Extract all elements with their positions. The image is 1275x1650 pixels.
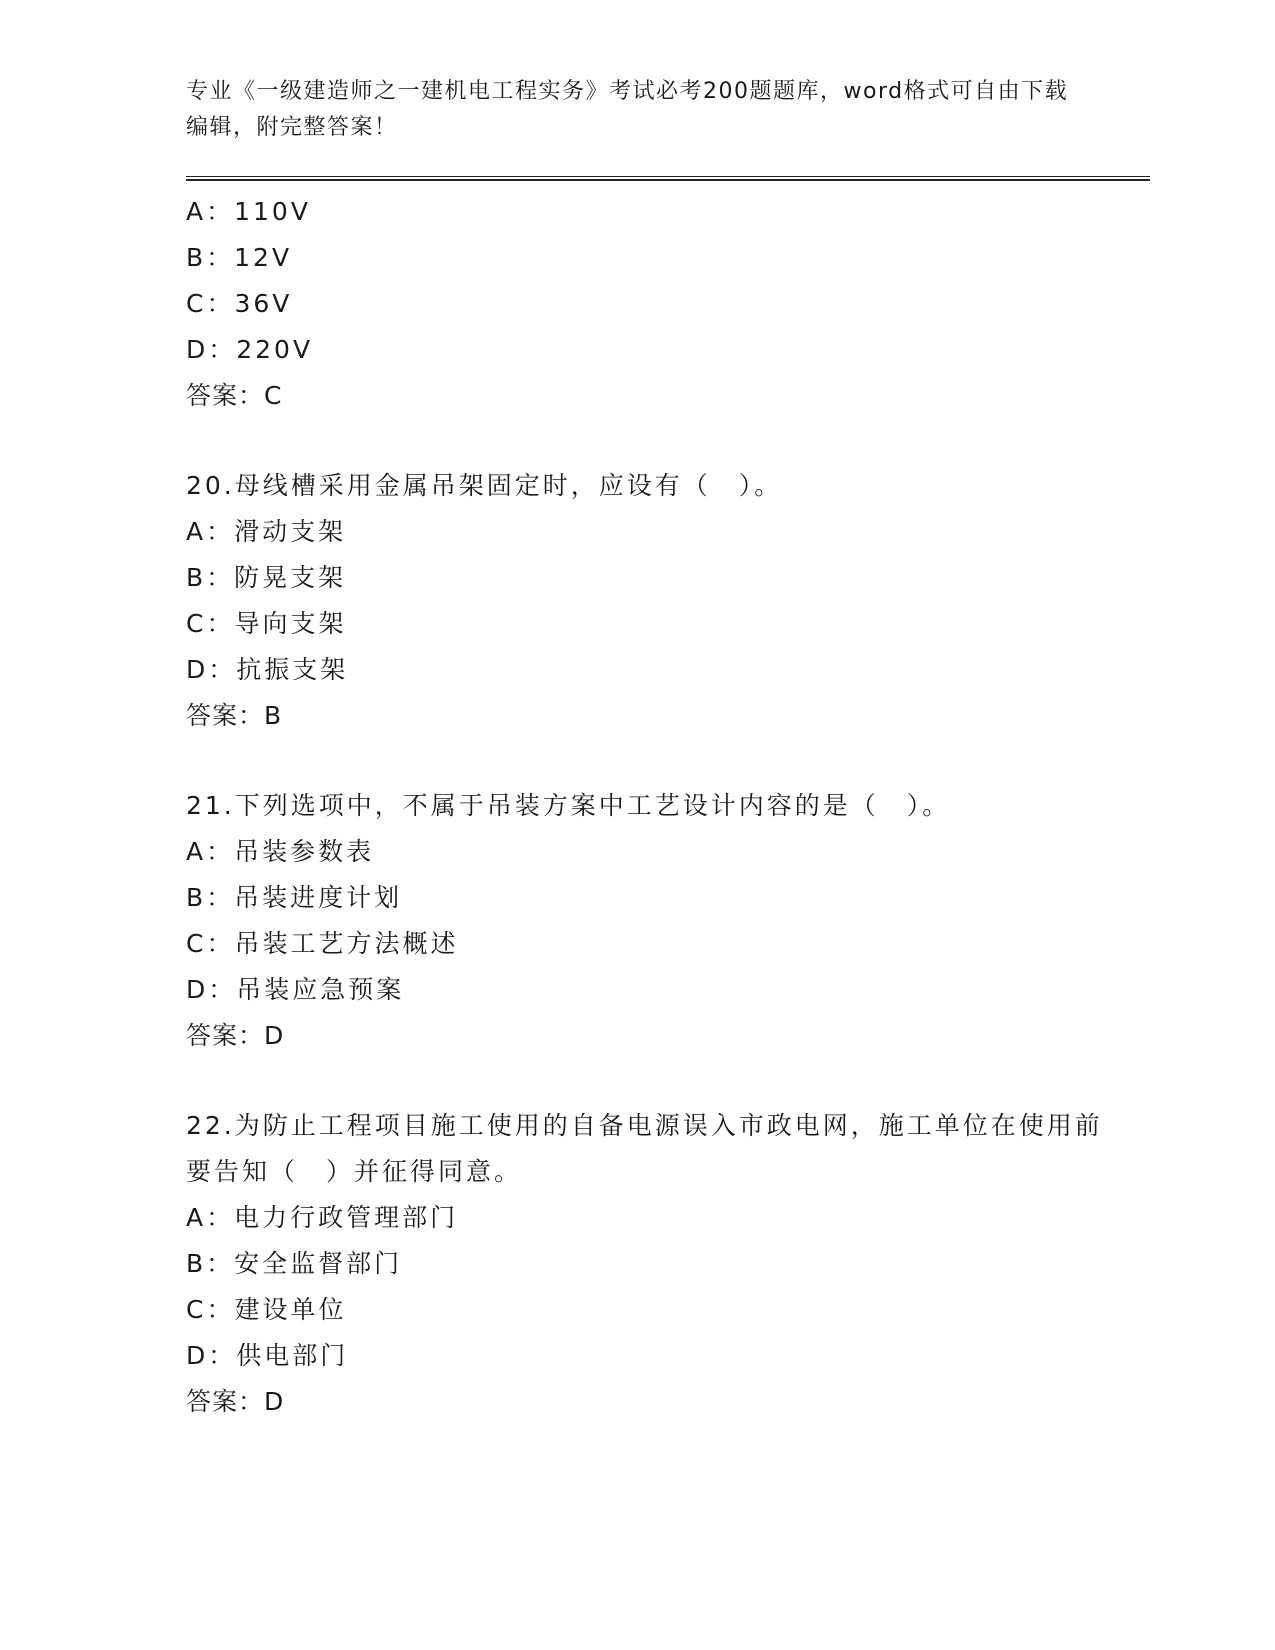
option-c: C：建设单位: [186, 1295, 347, 1324]
option-d: D：抗振支架: [186, 655, 349, 684]
question-21: [186, 783, 1106, 1059]
question-20: [186, 463, 1106, 739]
answer: 答案：D: [186, 1387, 285, 1416]
option-c: C：36V: [186, 289, 293, 318]
document-header: 专业《一级建造师之一建机电工程实务》考试必考200题题库，word格式可自由下载编辑，附完整答案！: [186, 79, 1069, 140]
option-a: A：110V: [186, 197, 311, 226]
question-19: [186, 189, 1106, 419]
header-divider: [186, 176, 1150, 181]
option-a: A：滑动支架: [186, 517, 347, 546]
question-stem: 22.为防止工程项目施工使用的自备电源误入市政电网，施工单位在使用前要告知（ ）并征得同意。: [186, 1111, 1103, 1186]
option-c: C：吊装工艺方法概述: [186, 929, 459, 958]
option-a: A：电力行政管理部门: [186, 1203, 459, 1232]
option-c: C：导向支架: [186, 609, 347, 638]
answer: 答案：B: [186, 701, 283, 730]
question-22: [186, 1103, 1106, 1425]
option-b: B：吊装进度计划: [186, 883, 403, 912]
option-d: D：吊装应急预案: [186, 975, 405, 1004]
answer: 答案：C: [186, 381, 283, 410]
option-b: B：防晃支架: [186, 563, 347, 592]
question-stem: 21.下列选项中，不属于吊装方案中工艺设计内容的是（ ）。: [186, 791, 951, 820]
question-list: [186, 189, 1106, 1425]
option-b: B：安全监督部门: [186, 1249, 403, 1278]
option-a: A：吊装参数表: [186, 837, 375, 866]
option-d: D：220V: [186, 335, 314, 364]
option-b: B：12V: [186, 243, 293, 272]
answer: 答案：D: [186, 1021, 285, 1050]
option-d: D：供电部门: [186, 1341, 349, 1370]
question-stem: 20.母线槽采用金属吊架固定时，应设有（ ）。: [186, 471, 783, 500]
